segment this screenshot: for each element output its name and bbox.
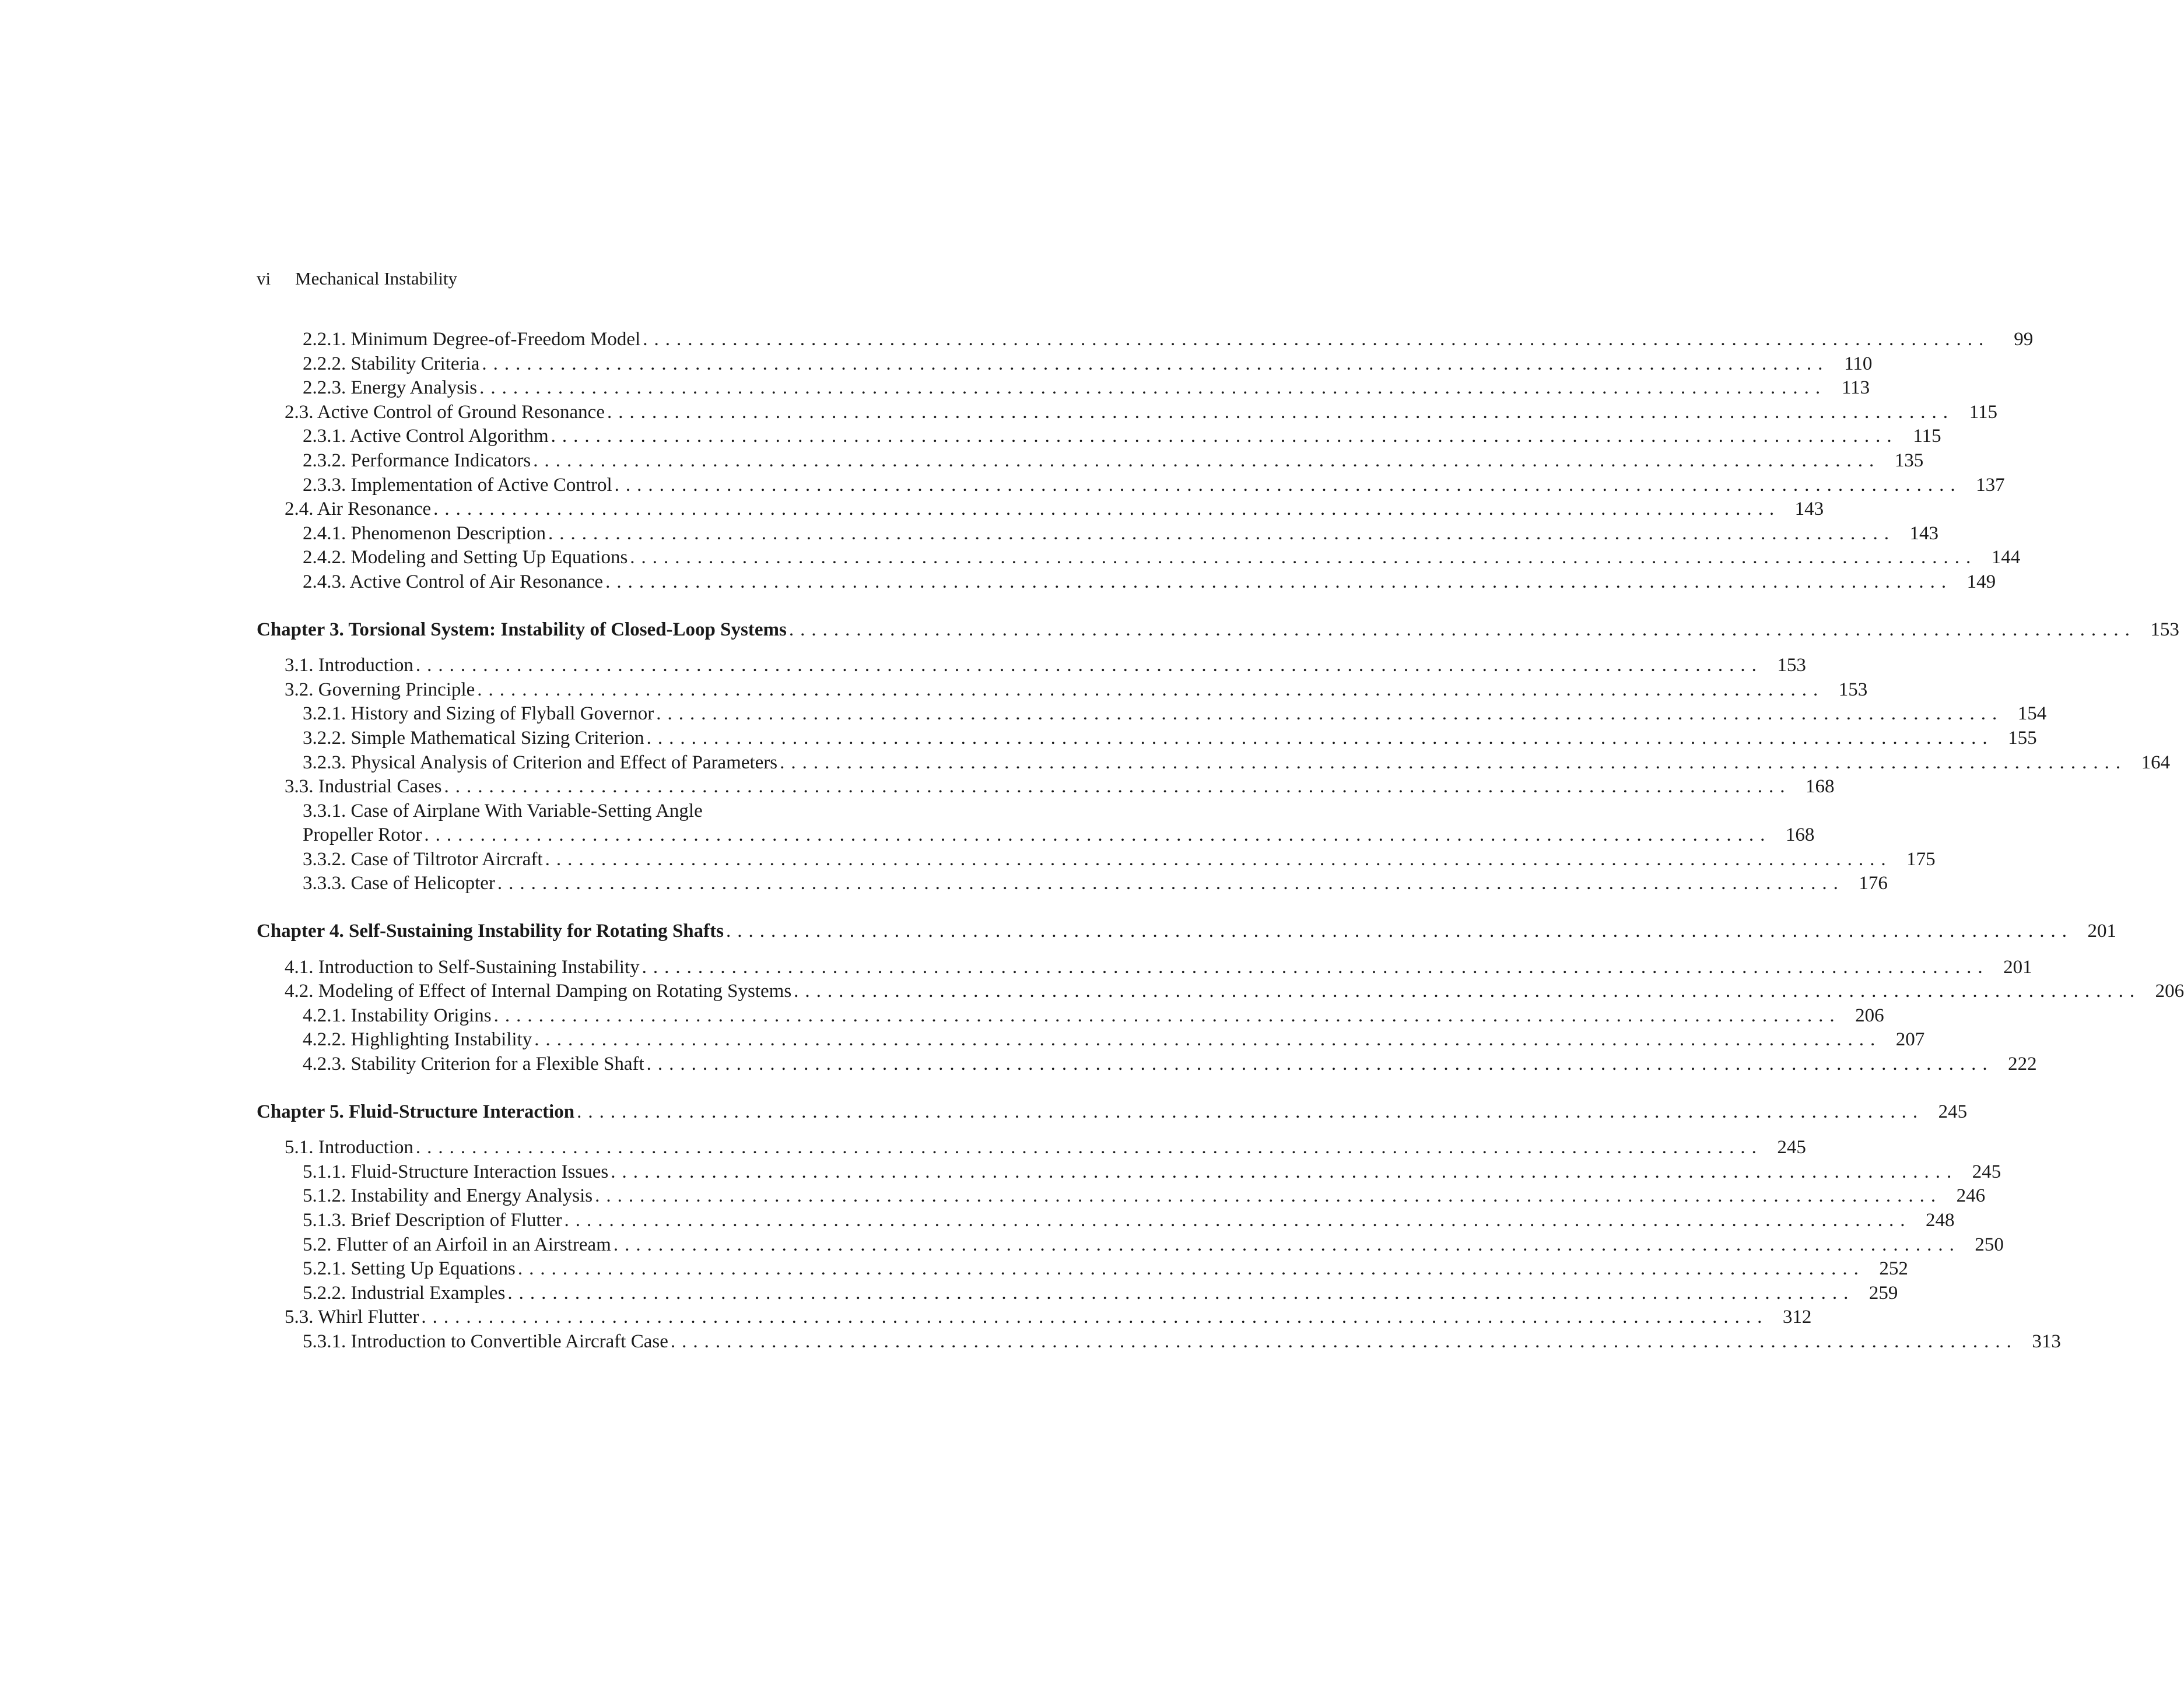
toc-entry (257, 775, 1835, 799)
toc-page-number: 154 (2017, 703, 2047, 725)
toc-entry (257, 546, 2021, 570)
toc-entry (257, 1330, 2061, 1354)
toc-entry (257, 328, 2034, 352)
toc-entry (257, 702, 2047, 726)
table-of-contents (257, 328, 2184, 1354)
toc-page-number: 250 (1975, 1234, 2004, 1255)
toc-entry-title: 2.2.3. Energy Analysis (303, 377, 478, 399)
toc-entry-title: 2.3. Active Control of Ground Resonance (285, 401, 605, 423)
toc-entry-title: 3.2.3. Physical Analysis of Criterion and Effect of Parameters (303, 752, 778, 773)
running-head (257, 267, 457, 290)
toc-entry-title: 3.3.1. Case of Airplane With Variable-Setting Angle (303, 800, 703, 821)
toc-page-number: 110 (1844, 353, 1873, 374)
dot-leader: ........................................................................................................................ (517, 1258, 1865, 1280)
toc-page-number: 312 (1782, 1307, 1812, 1328)
toc-entry (257, 654, 1806, 678)
toc-entry-title: 4.2. Modeling of Effect of Internal Damping on Rotating Systems (285, 981, 792, 1002)
dot-leader: ........................................................................................................................ (646, 727, 1994, 749)
toc-page-number: 206 (2155, 981, 2184, 1002)
toc-entry (257, 522, 1939, 546)
dot-leader: ........................................................................................................................ (479, 377, 1827, 399)
toc-entry-title: 2.3.2. Performance Indicators (303, 450, 531, 471)
dot-leader: ........................................................................................................................ (415, 1137, 1763, 1158)
dot-leader: ........................................................................................................................ (605, 571, 1953, 592)
toc-entry-title: 5.2.1. Setting Up Equations (303, 1258, 516, 1280)
toc-entry-title: 2.4.1. Phenomenon Description (303, 522, 546, 544)
toc-page-number: 201 (2003, 956, 2032, 978)
toc-entry (257, 1028, 1925, 1052)
toc-entry-title: 3.2. Governing Principle (285, 679, 475, 700)
toc-entry-title: 3.1. Introduction (285, 655, 413, 676)
dot-leader: ........................................................................................................................ (482, 353, 1829, 374)
toc-page-number: 153 (2150, 619, 2179, 640)
toc-entry-title: 2.4. Air Resonance (285, 498, 432, 520)
toc-page-number: 246 (1956, 1185, 1986, 1207)
toc-entry (257, 872, 1888, 896)
dot-leader: ........................................................................................................................ (595, 1185, 1943, 1207)
dot-leader: ........................................................................................................................ (780, 752, 2127, 773)
toc-page-number: 137 (1976, 474, 2005, 496)
toc-page-number: 144 (1991, 547, 2021, 568)
toc-entry (257, 497, 1824, 522)
dot-leader: ........................................................................................................................ (641, 956, 1989, 978)
toc-entry-title: 2.2.1. Minimum Degree-of-Freedom Model (303, 329, 641, 350)
toc-entry (257, 979, 2184, 1004)
toc-entry-title: 2.2.2. Stability Criteria (303, 353, 480, 374)
toc-entry-title: 2.3.3. Implementation of Active Control (303, 474, 612, 496)
toc-entry (257, 1281, 1898, 1306)
toc-page-number: 168 (1785, 824, 1815, 846)
toc-page-number: 164 (2141, 752, 2171, 773)
dot-leader: ........................................................................................................................ (788, 619, 2136, 640)
toc-entry-title: 4.2.1. Instability Origins (303, 1005, 492, 1026)
toc-entry (257, 449, 1924, 473)
dot-leader: ........................................................................................................................ (611, 1161, 1958, 1182)
toc-entry (257, 401, 1997, 425)
toc-entry (257, 678, 1868, 703)
toc-page-number: 259 (1869, 1282, 1898, 1304)
toc-entry (257, 1184, 1986, 1209)
toc-entry-title: Chapter 4. Self-Sustaining Instability for Rotating Shafts (257, 921, 724, 942)
toc-chapter-entry (257, 919, 2116, 944)
toc-entry (257, 473, 2005, 498)
toc-entry-title: 2.3.1. Active Control Algorithm (303, 426, 549, 447)
dot-leader: ........................................................................................................................ (630, 547, 1978, 568)
toc-entry (257, 570, 1996, 595)
dot-leader: ........................................................................................................................ (433, 498, 1781, 520)
toc-page-number: 222 (2008, 1054, 2037, 1075)
toc-entry-title: 5.1. Introduction (285, 1137, 413, 1158)
toc-page-number: 201 (2087, 921, 2116, 942)
toc-entry-title: 5.1.3. Brief Description of Flutter (303, 1210, 562, 1231)
toc-entry-title: 5.3. Whirl Flutter (285, 1307, 419, 1328)
toc-entry-title: Chapter 5. Fluid-Structure Interaction (257, 1101, 575, 1122)
toc-entry-title: 5.2.2. Industrial Examples (303, 1282, 506, 1304)
dot-leader: ........................................................................................................................ (477, 679, 1825, 700)
toc-entry (257, 424, 1941, 449)
toc-entry-title: 4.1. Introduction to Self-Sustaining Instability (285, 956, 640, 978)
toc-page-number: 245 (1972, 1161, 2001, 1182)
toc-entry-title: Propeller Rotor (303, 824, 422, 846)
toc-page-number: 248 (1926, 1210, 1955, 1231)
toc-entry (257, 1136, 1806, 1160)
dot-leader: ........................................................................................................................ (534, 1029, 1882, 1051)
toc-page-number: 153 (1777, 655, 1806, 676)
toc-entry (257, 1305, 1812, 1330)
dot-leader: ........................................................................................................................ (548, 522, 1896, 544)
toc-entry (257, 956, 2032, 980)
page-folio: vi (257, 268, 271, 289)
toc-entry-title: 3.3.3. Case of Helicopter (303, 873, 495, 894)
toc-entry (257, 1233, 2004, 1258)
toc-page-number: 313 (2032, 1330, 2061, 1352)
dot-leader: ........................................................................................................................ (421, 1307, 1769, 1328)
dot-leader: ........................................................................................................................ (564, 1210, 1912, 1231)
dot-leader: ........................................................................................................................ (794, 981, 2141, 1002)
dot-leader: ........................................................................................................................ (646, 1054, 1994, 1075)
toc-entry (257, 376, 1870, 401)
dot-leader: ........................................................................................................................ (497, 873, 1845, 894)
dot-leader: ........................................................................................................................ (551, 426, 1898, 447)
toc-entry (257, 799, 945, 824)
toc-entry-title: Chapter 3. Torsional System: Instability of Closed-Loop Systems (257, 619, 787, 640)
toc-page-number: 155 (2008, 727, 2037, 749)
toc-entry (257, 1052, 2037, 1077)
toc-page-number: 206 (1855, 1005, 1884, 1026)
toc-entry-title: 2.4.3. Active Control of Air Resonance (303, 571, 604, 592)
dot-leader: ........................................................................................................................ (670, 1330, 2018, 1352)
toc-entry-title: 2.4.2. Modeling and Setting Up Equations (303, 547, 628, 568)
toc-page-number: 245 (1938, 1101, 1968, 1122)
toc-entry (257, 751, 2171, 775)
toc-entry (257, 352, 1873, 377)
toc-entry (257, 1257, 1908, 1281)
toc-entry-title: 4.2.2. Highlighting Instability (303, 1029, 532, 1051)
dot-leader: ........................................................................................................................ (493, 1005, 1841, 1026)
toc-page-number: 115 (1913, 426, 1941, 447)
dot-leader: ........................................................................................................................ (614, 474, 1962, 496)
dot-leader: ........................................................................................................................ (577, 1101, 1924, 1122)
toc-page-number: 168 (1805, 776, 1835, 798)
toc-entry-title: 5.3.1. Introduction to Convertible Aircraft Case (303, 1330, 668, 1352)
dot-leader: ........................................................................................................................ (656, 703, 2004, 725)
toc-page-number: 153 (1838, 679, 1868, 700)
toc-entry-title: 3.2.2. Simple Mathematical Sizing Criterion (303, 727, 644, 749)
toc-page-number: 245 (1777, 1137, 1806, 1158)
toc-entry-title: 5.1.2. Instability and Energy Analysis (303, 1185, 593, 1207)
dot-leader: ........................................................................................................................ (424, 824, 1772, 846)
dot-leader: ........................................................................................................................ (545, 848, 1892, 870)
toc-page-number: 207 (1895, 1029, 1925, 1051)
toc-entry (257, 1160, 2001, 1185)
toc-entry-title: 5.1.1. Fluid-Structure Interaction Issues (303, 1161, 609, 1182)
toc-entry-title: 3.3.2. Case of Tiltrotor Aircraft (303, 848, 543, 870)
toc-page-number: 143 (1794, 498, 1824, 520)
dot-leader: ........................................................................................................................ (444, 776, 1792, 798)
toc-entry (257, 823, 1815, 848)
toc-entry-title: 3.2.1. History and Sizing of Flyball Governor (303, 703, 654, 725)
toc-entry (257, 726, 2037, 751)
toc-page-number: 176 (1859, 873, 1888, 894)
toc-entry (257, 848, 1936, 872)
toc-page-number: 252 (1879, 1258, 1908, 1280)
toc-entry (257, 1004, 1884, 1028)
toc-page-number: 135 (1894, 450, 1924, 471)
toc-entry-title: 4.2.3. Stability Criterion for a Flexible Shaft (303, 1054, 644, 1075)
toc-page-number: 143 (1909, 522, 1939, 544)
toc-entry-title: 5.2. Flutter of an Airfoil in an Airstream (303, 1234, 611, 1255)
toc-page-number: 149 (1966, 571, 1996, 592)
toc-page-number: 113 (1841, 377, 1870, 399)
dot-leader: ........................................................................................................................ (415, 655, 1763, 676)
toc-entry-title: 3.3. Industrial Cases (285, 776, 442, 798)
toc-page-number: 115 (1969, 401, 1997, 423)
toc-chapter-entry (257, 618, 2179, 642)
book-title: Mechanical Instability (295, 268, 458, 289)
dot-leader: ........................................................................................................................ (607, 401, 1954, 423)
toc-entry (257, 1209, 1955, 1233)
dot-leader: ........................................................................................................................ (533, 450, 1881, 471)
dot-leader: ........................................................................................................................ (507, 1282, 1855, 1304)
dot-leader: ........................................................................................................................ (643, 329, 1990, 350)
toc-page-number: 175 (1906, 848, 1936, 870)
dot-leader: ........................................................................................................................ (613, 1234, 1961, 1255)
dot-leader: ........................................................................................................................ (725, 921, 2073, 942)
toc-page-number: 99 (2014, 329, 2034, 350)
toc-chapter-entry (257, 1100, 1968, 1125)
